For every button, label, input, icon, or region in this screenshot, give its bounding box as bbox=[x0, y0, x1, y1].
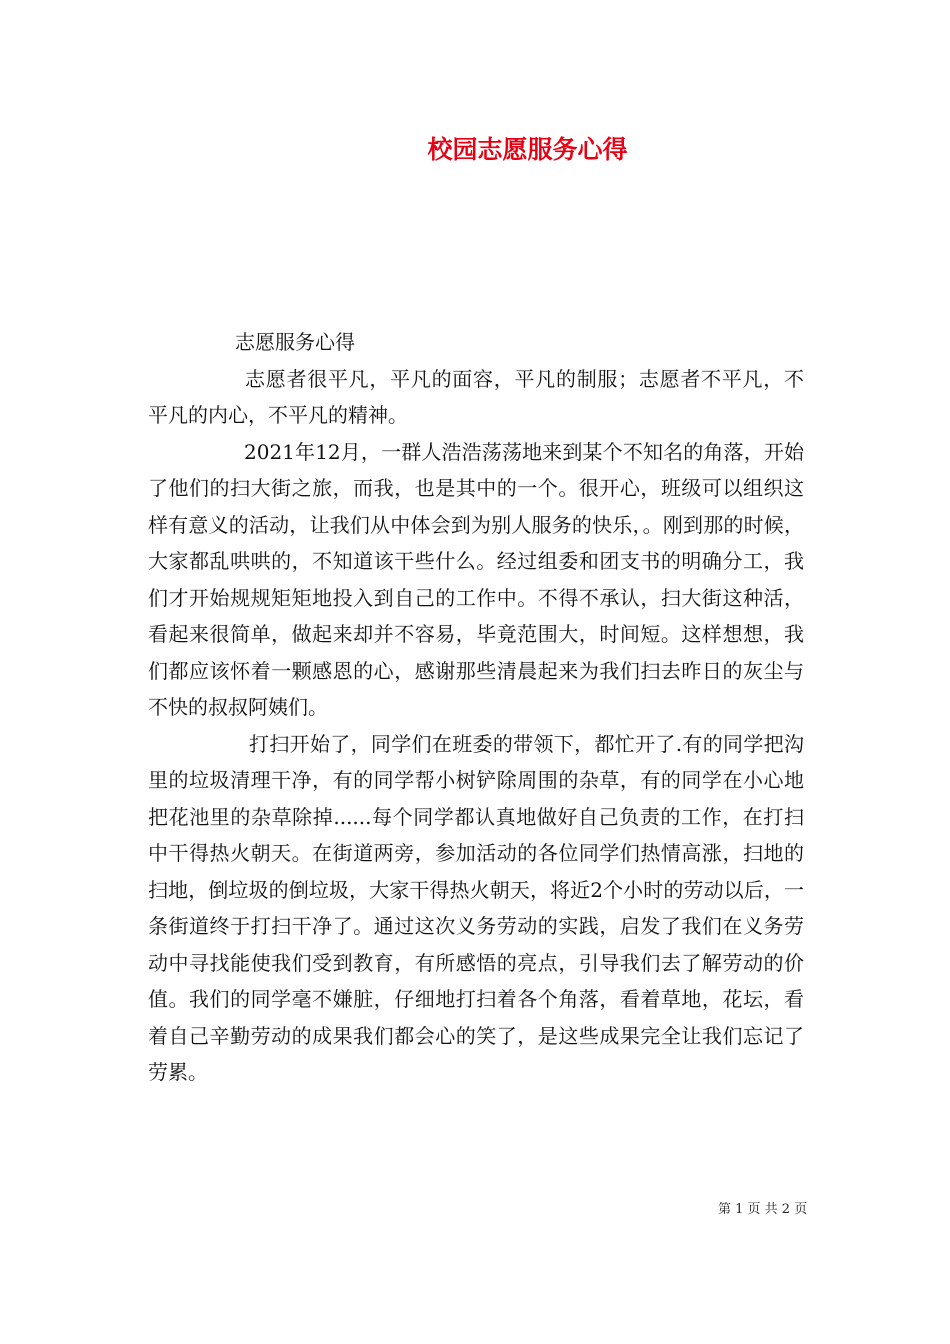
page-number-footer: 第 1 页 共 2 页 bbox=[718, 1202, 808, 1217]
paragraph-1: 志愿者很平凡，平凡的面容，平凡的制服；志愿者不平凡，不平凡的内心，不平凡的精神。 bbox=[148, 366, 804, 427]
paragraph-2: 2021年12月，一群人浩浩荡荡地来到某个不知名的角落，开始了他们的扫大街之旅，而我，也是其中的一个。很开心，班级可以组织这样有意义的活动，让我们从中体会到为别人服务的快乐，。刚到那的时候，大家都乱哄哄的，不知道该干些什么。经过组委和团支书的明确分工，我们才开始规规矩矩地投入到自己的工作中。不得不承认，扫大街这种活，看起来很简单，做起来却并不容易，毕竟范围大，时间短。这样想想，我们都应该怀着一颗感恩的心，感谢那些清晨起来为我们扫去昨日的灰尘与不快的叔叔阿姨们。 bbox=[148, 439, 804, 719]
document-title: 校园志愿服务心得 bbox=[427, 135, 628, 164]
paragraph-3: 打扫开始了，同学们在班委的带领下，都忙开了.有的同学把沟里的垃圾清理干净，有的同学帮小树铲除周围的杂草，有的同学在小心地把花池里的杂草除掉......每个同学都认真地做好自己负责的工作，在打扫中干得热火朝天。在街道两旁，参加活动的各位同学们热情高涨，扫地的扫地，倒垃圾的倒垃圾，大家干得热火朝天，将近2个小时的劳动以后，一条街道终于打扫干净了。通过这次义务劳动的实践，启发了我们在义务劳动中寻找能使我们受到教育，有所感悟的亮点，引导我们去了解劳动的价值。我们的同学毫不嫌脏，仔细地打扫着各个角落，看着草地，花坛，看着自己辛勤劳动的成果我们都会心的笑了，是这些成果完全让我们忘记了劳累。 bbox=[148, 731, 804, 1084]
document-body bbox=[148, 324, 804, 1091]
section-subheading: 志愿服务心得 bbox=[235, 330, 355, 354]
